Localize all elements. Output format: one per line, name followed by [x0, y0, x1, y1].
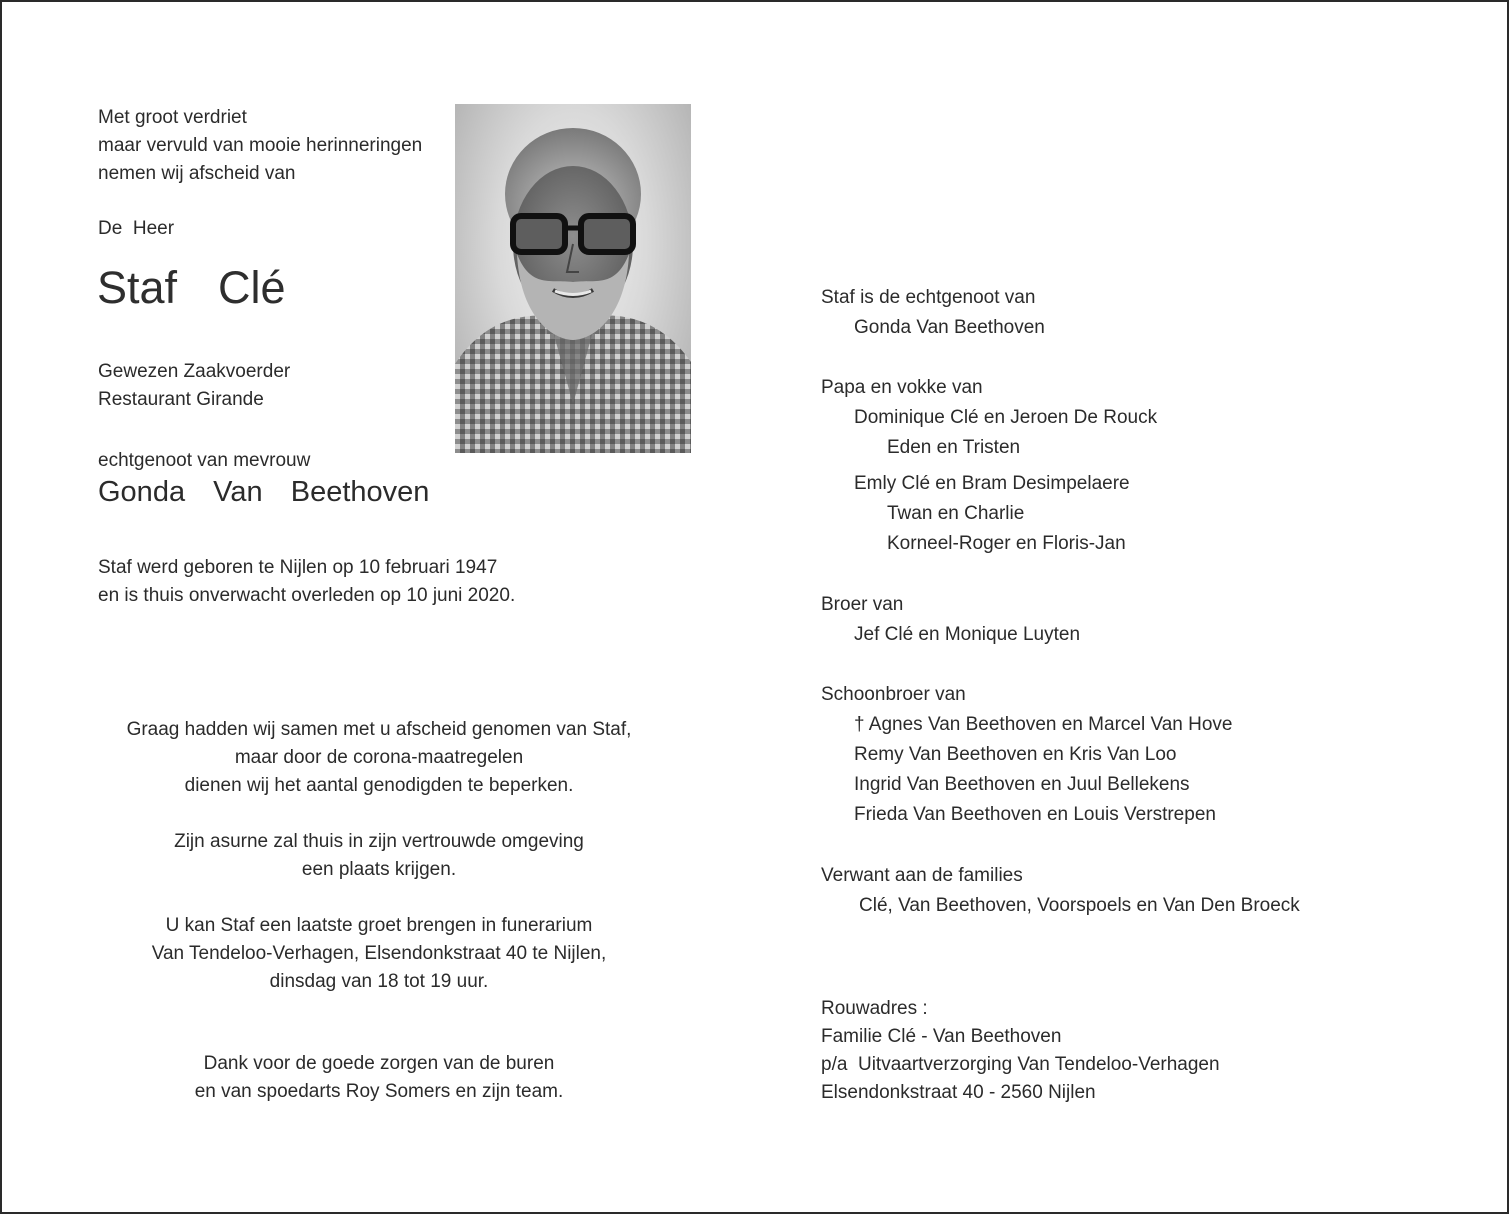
address-line: Rouwadres : [821, 998, 928, 1019]
portrait-photo-icon [455, 104, 691, 453]
child-entry: Dominique Clé en Jeroen De Rouck [854, 407, 1158, 428]
spouse-entry: Gonda Van Beethoven [854, 317, 1045, 338]
ashes-line: Zijn asurne zal thuis in zijn vertrouwde omgeving [174, 831, 584, 852]
life-dates [98, 554, 515, 610]
funerarium-line: dinsdag van 18 tot 19 uur. [269, 971, 489, 992]
corona-line: dienen wij het aantal genodigden te beperken. [184, 775, 574, 796]
address-line: Familie Clé - Van Beethoven [821, 1026, 1062, 1047]
inlaw-entry: Ingrid Van Beethoven en Juul Bellekens [854, 774, 1190, 795]
corona-line: Graag hadden wij samen met u afscheid genomen van Staf, [126, 719, 632, 740]
intro-line: nemen wij afscheid van [98, 163, 296, 184]
address-section [821, 995, 1220, 1107]
funerarium-line: Van Tendeloo-Verhagen, Elsendonkstraat 40 te Nijlen, [151, 943, 607, 964]
honorific: De Heer [98, 218, 175, 239]
profession-line: Restaurant Girande [98, 389, 264, 410]
children-heading: Papa en vokke van [821, 377, 983, 398]
spouse-name: Gonda Van Beethoven [98, 476, 430, 508]
children-section [821, 373, 1157, 559]
spouse-intro: echtgenoot van mevrouw [98, 450, 311, 471]
thanks-line: Dank voor de goede zorgen van de buren [203, 1053, 555, 1074]
corona-notice [98, 716, 660, 800]
inlaw-heading: Schoonbroer van [821, 684, 966, 705]
brother-heading: Broer van [821, 594, 904, 615]
inlaw-section [821, 680, 1233, 830]
grandchild-entry: Korneel-Roger en Floris-Jan [887, 533, 1126, 554]
brother-section [821, 590, 1080, 650]
families-section [821, 861, 1300, 921]
address-line: p/a Uitvaartverzorging Van Tendeloo-Verhagen [821, 1054, 1220, 1075]
thanks-line: en van spoedarts Roy Somers en zijn team. [194, 1081, 564, 1102]
spouse-heading: Staf is de echtgenoot van [821, 287, 1036, 308]
inlaw-entry: Remy Van Beethoven en Kris Van Loo [854, 744, 1177, 765]
inlaw-entry: † Agnes Van Beethoven en Marcel Van Hove [854, 714, 1233, 735]
ashes-notice [98, 828, 660, 884]
portrait-photo [455, 104, 691, 453]
intro-text [98, 104, 422, 188]
profession [98, 358, 290, 414]
corona-line: maar door de corona-maatregelen [234, 747, 524, 768]
brother-entry: Jef Clé en Monique Luyten [854, 624, 1081, 645]
funerarium-notice [98, 912, 660, 996]
address-line: Elsendonkstraat 40 - 2560 Nijlen [821, 1082, 1096, 1103]
profession-line: Gewezen Zaakvoerder [98, 361, 291, 382]
spouse-section [821, 283, 1045, 343]
deceased-name: Staf Clé [97, 262, 286, 313]
families-entry: Clé, Van Beethoven, Voorspoels en Van Den Broeck [859, 895, 1300, 916]
grandchild-entry: Twan en Charlie [887, 503, 1025, 524]
grandchild-entry: Eden en Tristen [887, 437, 1021, 458]
dates-line: en is thuis onverwacht overleden op 10 juni 2020. [98, 585, 516, 606]
intro-line: Met groot verdriet [98, 107, 247, 128]
ashes-line: een plaats krijgen. [301, 859, 457, 880]
families-heading: Verwant aan de families [821, 865, 1023, 886]
funerarium-line: U kan Staf een laatste groet brengen in funerarium [165, 915, 593, 936]
child-entry: Emly Clé en Bram Desimpelaere [854, 473, 1130, 494]
thanks-note [98, 1050, 660, 1106]
inlaw-entry: Frieda Van Beethoven en Louis Verstrepen [854, 804, 1216, 825]
intro-line: maar vervuld van mooie herinneringen [98, 135, 423, 156]
dates-line: Staf werd geboren te Nijlen op 10 februari 1947 [98, 557, 498, 578]
